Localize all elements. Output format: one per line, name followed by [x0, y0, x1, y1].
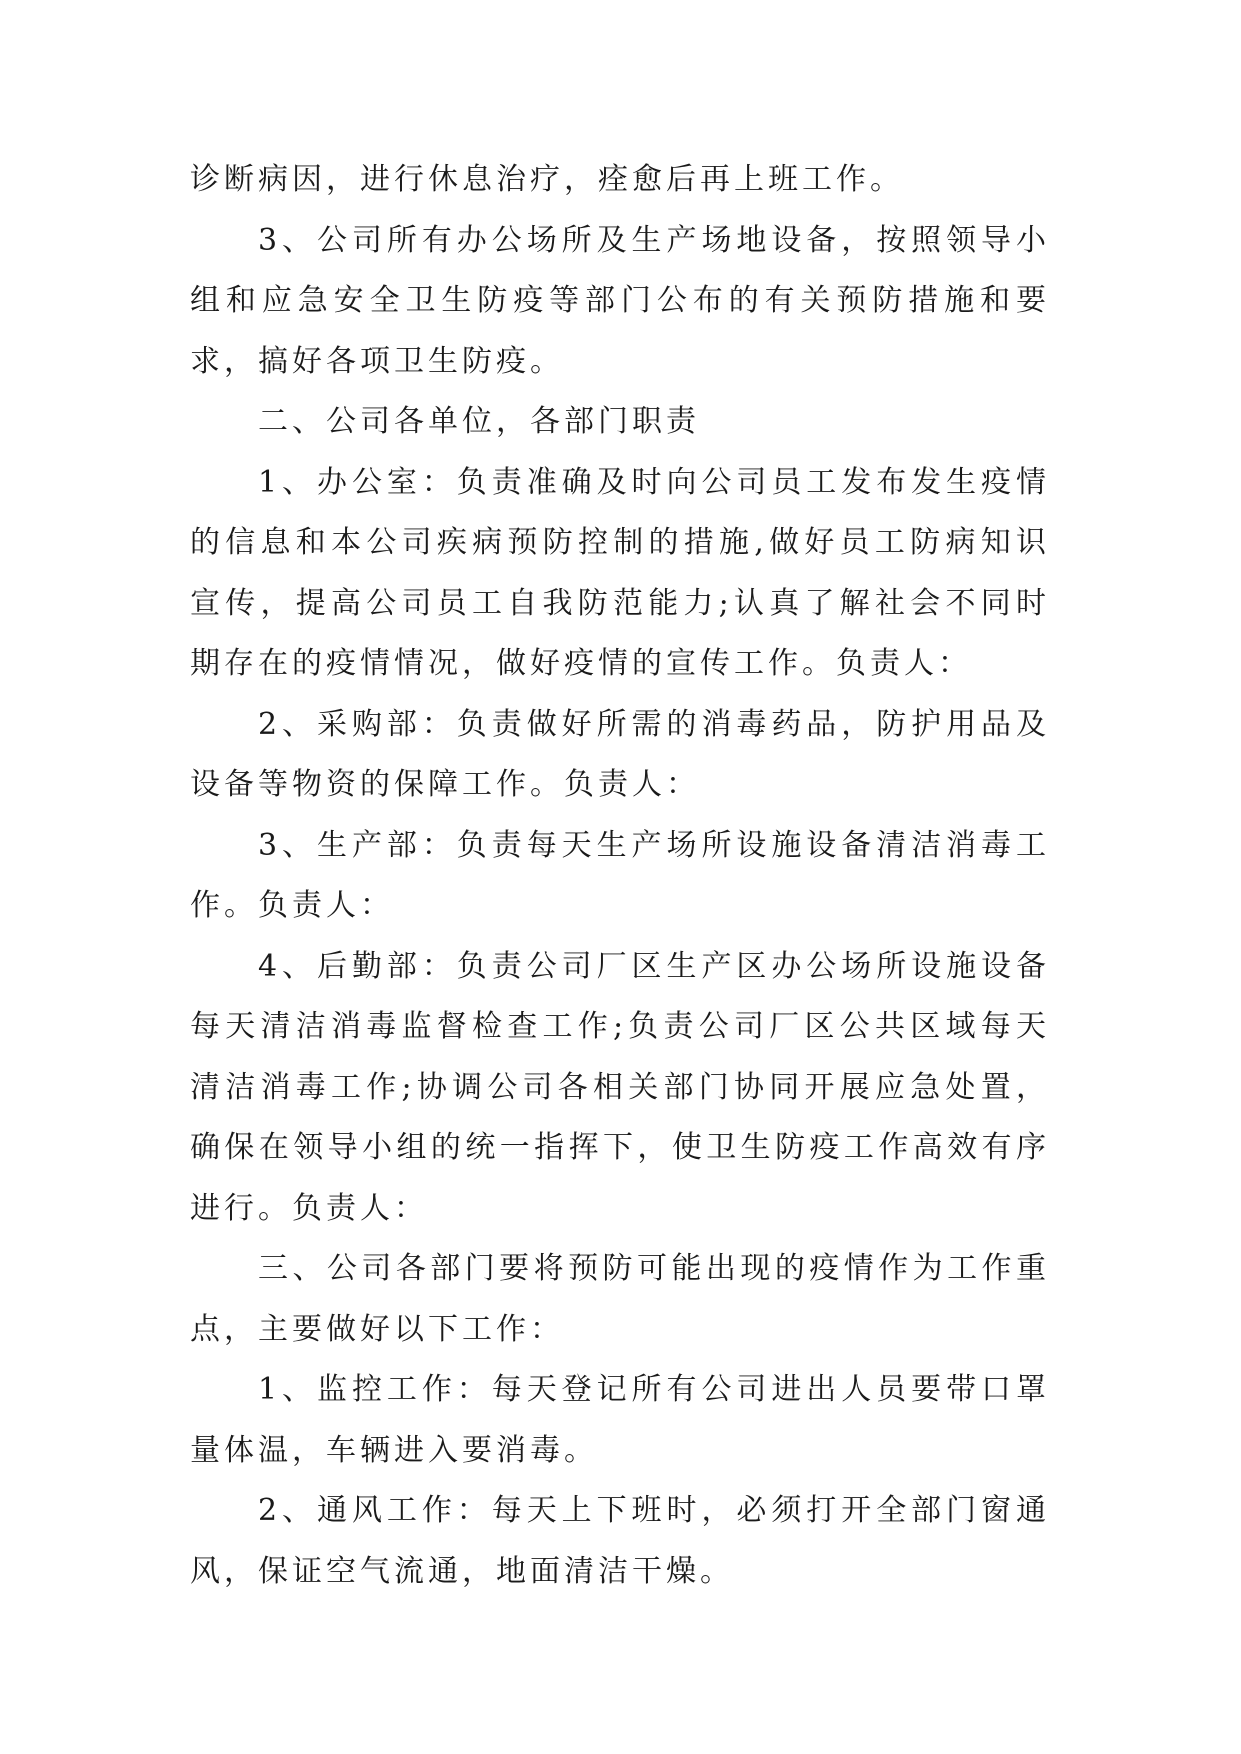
paragraph-ventilation-work: 2、通风工作：每天上下班时，必须打开全部门窗通风，保证空气流通，地面清洁干燥。: [190, 1493, 1050, 1589]
paragraph-item-3-facilities: 3、公司所有办公场所及生产场地设备，按照领导小组和应急安全卫生防疫等部门公布的有关预防措施和要求，搞好各项卫生防疫。: [190, 222, 1050, 379]
section-heading-2: 二、公司各单位，各部门职责: [258, 404, 700, 439]
paragraph-continuation: 诊断病因，进行休息治疗，痊愈后再上班工作。: [190, 162, 904, 197]
paragraph-logistics-duty: 4、后勤部：负责公司厂区生产区办公场所设施设备每天清洁消毒监督检查工作;负责公司厂区公共区域每天清洁消毒工作;协调公司各相关部门协同开展应急处置，确保在领导小组的统一指挥下，使卫生防疫工作高效有序进行。负责人：: [190, 948, 1050, 1226]
paragraph-office-duty: 1、办公室：负责准确及时向公司员工发布发生疫情的信息和本公司疾病预防控制的措施,做好员工防病知识宣传，提高公司员工自我防范能力;认真了解社会不同时期存在的疫情情况，做好疫情的宣传工作。负责人：: [190, 464, 1050, 681]
paragraph-purchasing-duty: 2、采购部：负责做好所需的消毒药品，防护用品及设备等物资的保障工作。负责人：: [190, 706, 1050, 802]
section-heading-3: 三、公司各部门要将预防可能出现的疫情作为工作重点，主要做好以下工作：: [190, 1251, 1050, 1347]
paragraph-production-duty: 3、生产部：负责每天生产场所设施设备清洁消毒工作。负责人：: [190, 827, 1050, 923]
paragraph-monitoring-work: 1、监控工作：每天登记所有公司进出人员要带口罩量体温，车辆进入要消毒。: [190, 1372, 1050, 1468]
document-body: [190, 150, 1050, 1602]
